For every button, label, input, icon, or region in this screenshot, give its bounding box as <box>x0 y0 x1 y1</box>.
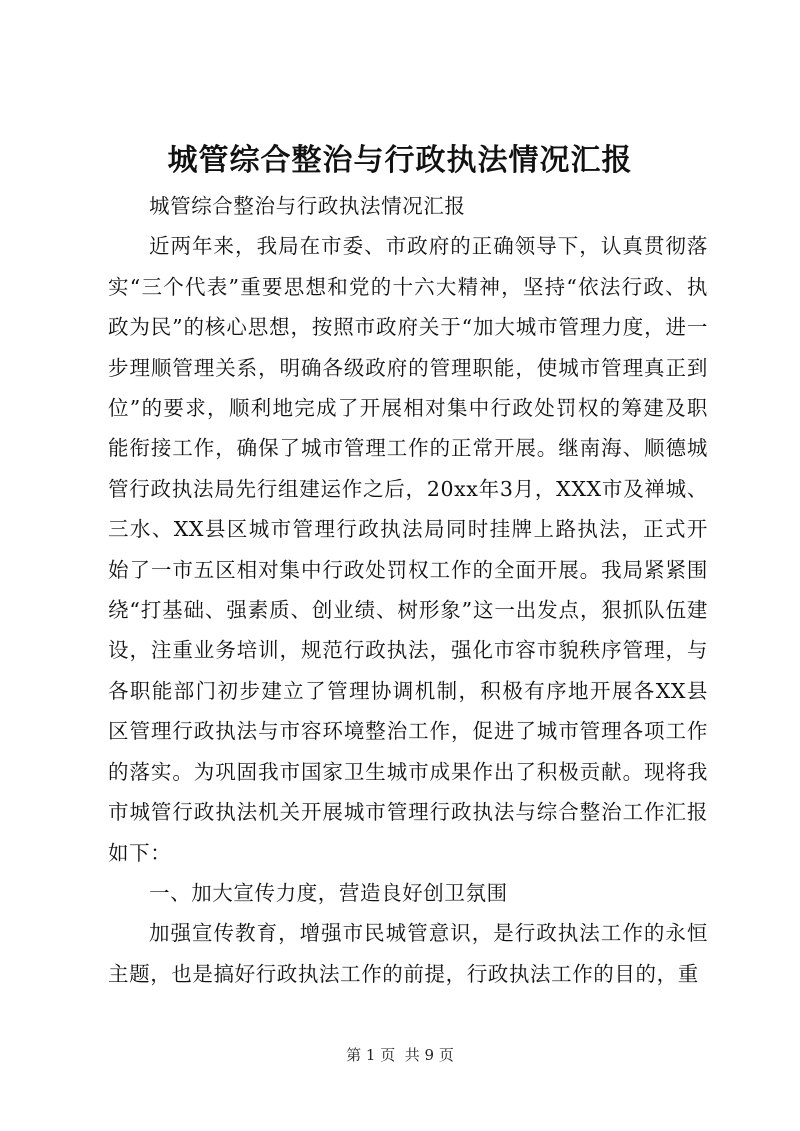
document-body <box>108 186 708 994</box>
page-footer <box>0 1045 800 1065</box>
paragraph-subtitle: 城管综合整治与行政执法情况汇报 <box>149 194 466 218</box>
paragraph-intro: 近两年来，我局在市委、市政府的正确领导下，认真贯彻落实“三个代表”重要思想和党的十六大精神，坚持“依法行政、执政为民”的核心思想，按照市政府关于“加大城市管理力度，进一步理顺管理关系，明确各级政府的管理职能，使城市管理真正到位”的要求，顺利地完成了开展相对集中行政处罚权的筹建及职能衔接工作，确保了城市管理工作的正常开展。继南海、顺德城管行政执法局先行组建运作之后，20xx年3月，XXX市及禅城、三水、XX县区城市管理行政执法局同时挂牌上路执法，正式开始了一市五区相对集中行政处罚权工作的全面开展。我局紧紧围绕“打基础、强素质、创业绩、树形象”这一出发点，狠抓队伍建设，注重业务培训，规范行政执法，强化市容市貌秩序管理，与各职能部门初步建立了管理协调机制，积极有序地开展各XX县区管理行政执法与市容环境整治工作，促进了城市管理各项工作的落实。为巩固我市国家卫生城市成果作出了积极贡献。现将我市城管行政执法机关开展城市管理行政执法与综合整治工作汇报如下： <box>108 234 708 865</box>
document-title: 城管综合整治与行政执法情况汇报 <box>167 143 633 178</box>
page-number-label: 第 1 页 共 9 页 <box>346 1046 454 1064</box>
section-heading-1: 一、加大宣传力度，营造良好创卫氛围 <box>149 880 508 905</box>
paragraph-section-1: 加强宣传教育，增强市民城管意识，是行政执法工作的永恒主题，也是搞好行政执法工作的前提，行政执法工作的目的，重 <box>108 921 708 986</box>
